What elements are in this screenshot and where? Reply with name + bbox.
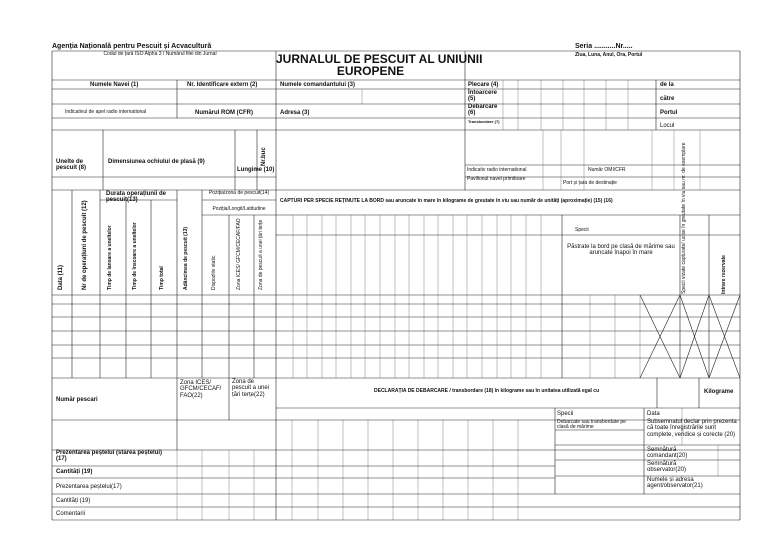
catch-discards-label: Păstrate la bord pe clasă de mărime sau aruncate înapoi în mare bbox=[567, 244, 675, 257]
quantities-label-1: Cantități (19) bbox=[56, 469, 93, 475]
declaration-statement: Subsemnatul declar prin prezenta că toate înregistrările sunt complete, veridice și corecte (20) bbox=[647, 419, 737, 438]
flag-state-label: Pavilionul navei primitoare bbox=[467, 176, 526, 182]
retained-header: Intrare rezervate bbox=[721, 255, 727, 294]
time-total-header: Timp total bbox=[159, 266, 165, 290]
quantities-label-2: Cantități (19) bbox=[56, 498, 91, 504]
kilograms-label: Kilograme bbox=[704, 389, 734, 395]
date-heading: Ziua, Luna, Anul, Ora, Portul bbox=[575, 52, 643, 58]
presentation-label-2: Prezentarea peștelui(17) bbox=[56, 484, 122, 490]
catch-heading: CAPTURI PER SPECIE REȚINUTE LA BORD sau aruncate în mare în kilograme de greutate în viu sau număr de unități (aproximație) (15) (16) bbox=[280, 198, 613, 204]
duration-header: Durata operațiunii de pescuit(13) bbox=[106, 191, 167, 204]
third-country-zone-header: Zona de pescuit a unei țări terțe bbox=[258, 219, 264, 290]
observer-signature-label: Semnătură observator(20) bbox=[647, 461, 687, 474]
country-code-label: Codul de țară ISO Alpha 3 / Numărul filei din Jurnal bbox=[103, 51, 217, 57]
transhipment-label: Transbordare (7) bbox=[468, 119, 500, 124]
external-id-label: Nr. Identificare extern (2) bbox=[187, 82, 258, 88]
port-country-label: Port și țara de destinație bbox=[563, 180, 617, 186]
address-label: Adresa (3) bbox=[280, 110, 310, 116]
landing-species-label: Specii bbox=[557, 411, 574, 417]
journal-title-2: EUROPENE bbox=[336, 64, 405, 78]
incidental-species-header: Specii vizate capturate/ ucise în greutate în viu sau nr. de exemplare bbox=[681, 142, 687, 294]
nr-ops-column-header: Nr de operațiuni de pescuit (12) bbox=[82, 200, 88, 290]
return-label: Întoarcere (5) bbox=[468, 90, 498, 103]
length-label: Lungime (10) bbox=[237, 167, 275, 173]
date-column-header: Data (11) bbox=[58, 264, 64, 290]
mesh-size-label: Dimensiunea ochiului de plasă (9) bbox=[108, 159, 205, 165]
time-hauling-header: Timp de înscoare a uneltelor bbox=[132, 222, 138, 290]
agent-name-label: Numele și adresa agent/observator(21) bbox=[647, 477, 703, 490]
fishing-units-label: Unelte de pescuit (8) bbox=[56, 159, 87, 172]
imo-number-label: Număr OMI/CFR bbox=[588, 167, 626, 173]
nr-buc-label: Nr.buc bbox=[261, 147, 267, 166]
journal-title-1: JURNALUL DE PESCUIT AL UNIUNII bbox=[276, 52, 483, 66]
catch-species-label: Specii bbox=[575, 227, 589, 233]
master-signature-label: Semnătură comandant(20) bbox=[647, 447, 688, 460]
ices-zone-header: Zona ICES/ GFCM/CECAF/FAO bbox=[236, 218, 242, 290]
radio-callsign-intl-label: Indicativ radio international bbox=[467, 167, 527, 173]
position-header: Poziția/zona de pescuit(14) bbox=[208, 190, 270, 196]
vessel-name-label: Numele Navei (1) bbox=[90, 82, 139, 88]
radio-callsign-label: Indicativul de apel radio international bbox=[65, 109, 147, 115]
landing-third-zone-label: Zona de pescuit a unei țări terțe(22) bbox=[232, 379, 270, 398]
landing-label: Debarcare (6) bbox=[468, 104, 498, 117]
time-setting-header: Timp de lansare a uneltelor bbox=[107, 225, 113, 290]
port-label: Portul bbox=[660, 110, 678, 116]
master-name-label: Numele comandantului (3) bbox=[280, 82, 356, 88]
landing-ices-zone-label: Zona ICES/ GFCM/CECAF/ FAO(22) bbox=[180, 380, 222, 399]
fishers-count-label: Număr pescari bbox=[56, 397, 98, 403]
static-gear-header: Dispozitiv static bbox=[211, 255, 217, 290]
lat-long-header: Poziția/Longit/Latitudine bbox=[212, 206, 266, 212]
size-class-label: Debarcate sau transbordate pe clasă de mărime bbox=[557, 419, 626, 431]
place-label: Locul bbox=[660, 123, 675, 129]
agency-name: Agenția Națională pentru Pescuit și Acvacultură bbox=[52, 43, 212, 50]
comments-label: Comentarii bbox=[56, 511, 86, 517]
departure-label: Plecare (4) bbox=[468, 82, 499, 88]
serial-number: Seria ...........Nr..... bbox=[575, 43, 633, 50]
from-label: de la bbox=[660, 82, 674, 88]
depth-header: Adâncimea de pescuit (13) bbox=[183, 226, 189, 290]
to-label: către bbox=[660, 96, 675, 102]
presentation-state-label: Prezentarea peștelui (starea peștelui) (17) bbox=[56, 450, 163, 463]
landing-declaration-heading: DECLARAȚIA DE DEBARCARE / transbordare (18) în kilograme sau în unitatea utilizată egal cu bbox=[374, 388, 600, 394]
cfr-number-label: Numărul ROM (CFR) bbox=[195, 110, 253, 116]
date-label: Data bbox=[647, 411, 660, 417]
